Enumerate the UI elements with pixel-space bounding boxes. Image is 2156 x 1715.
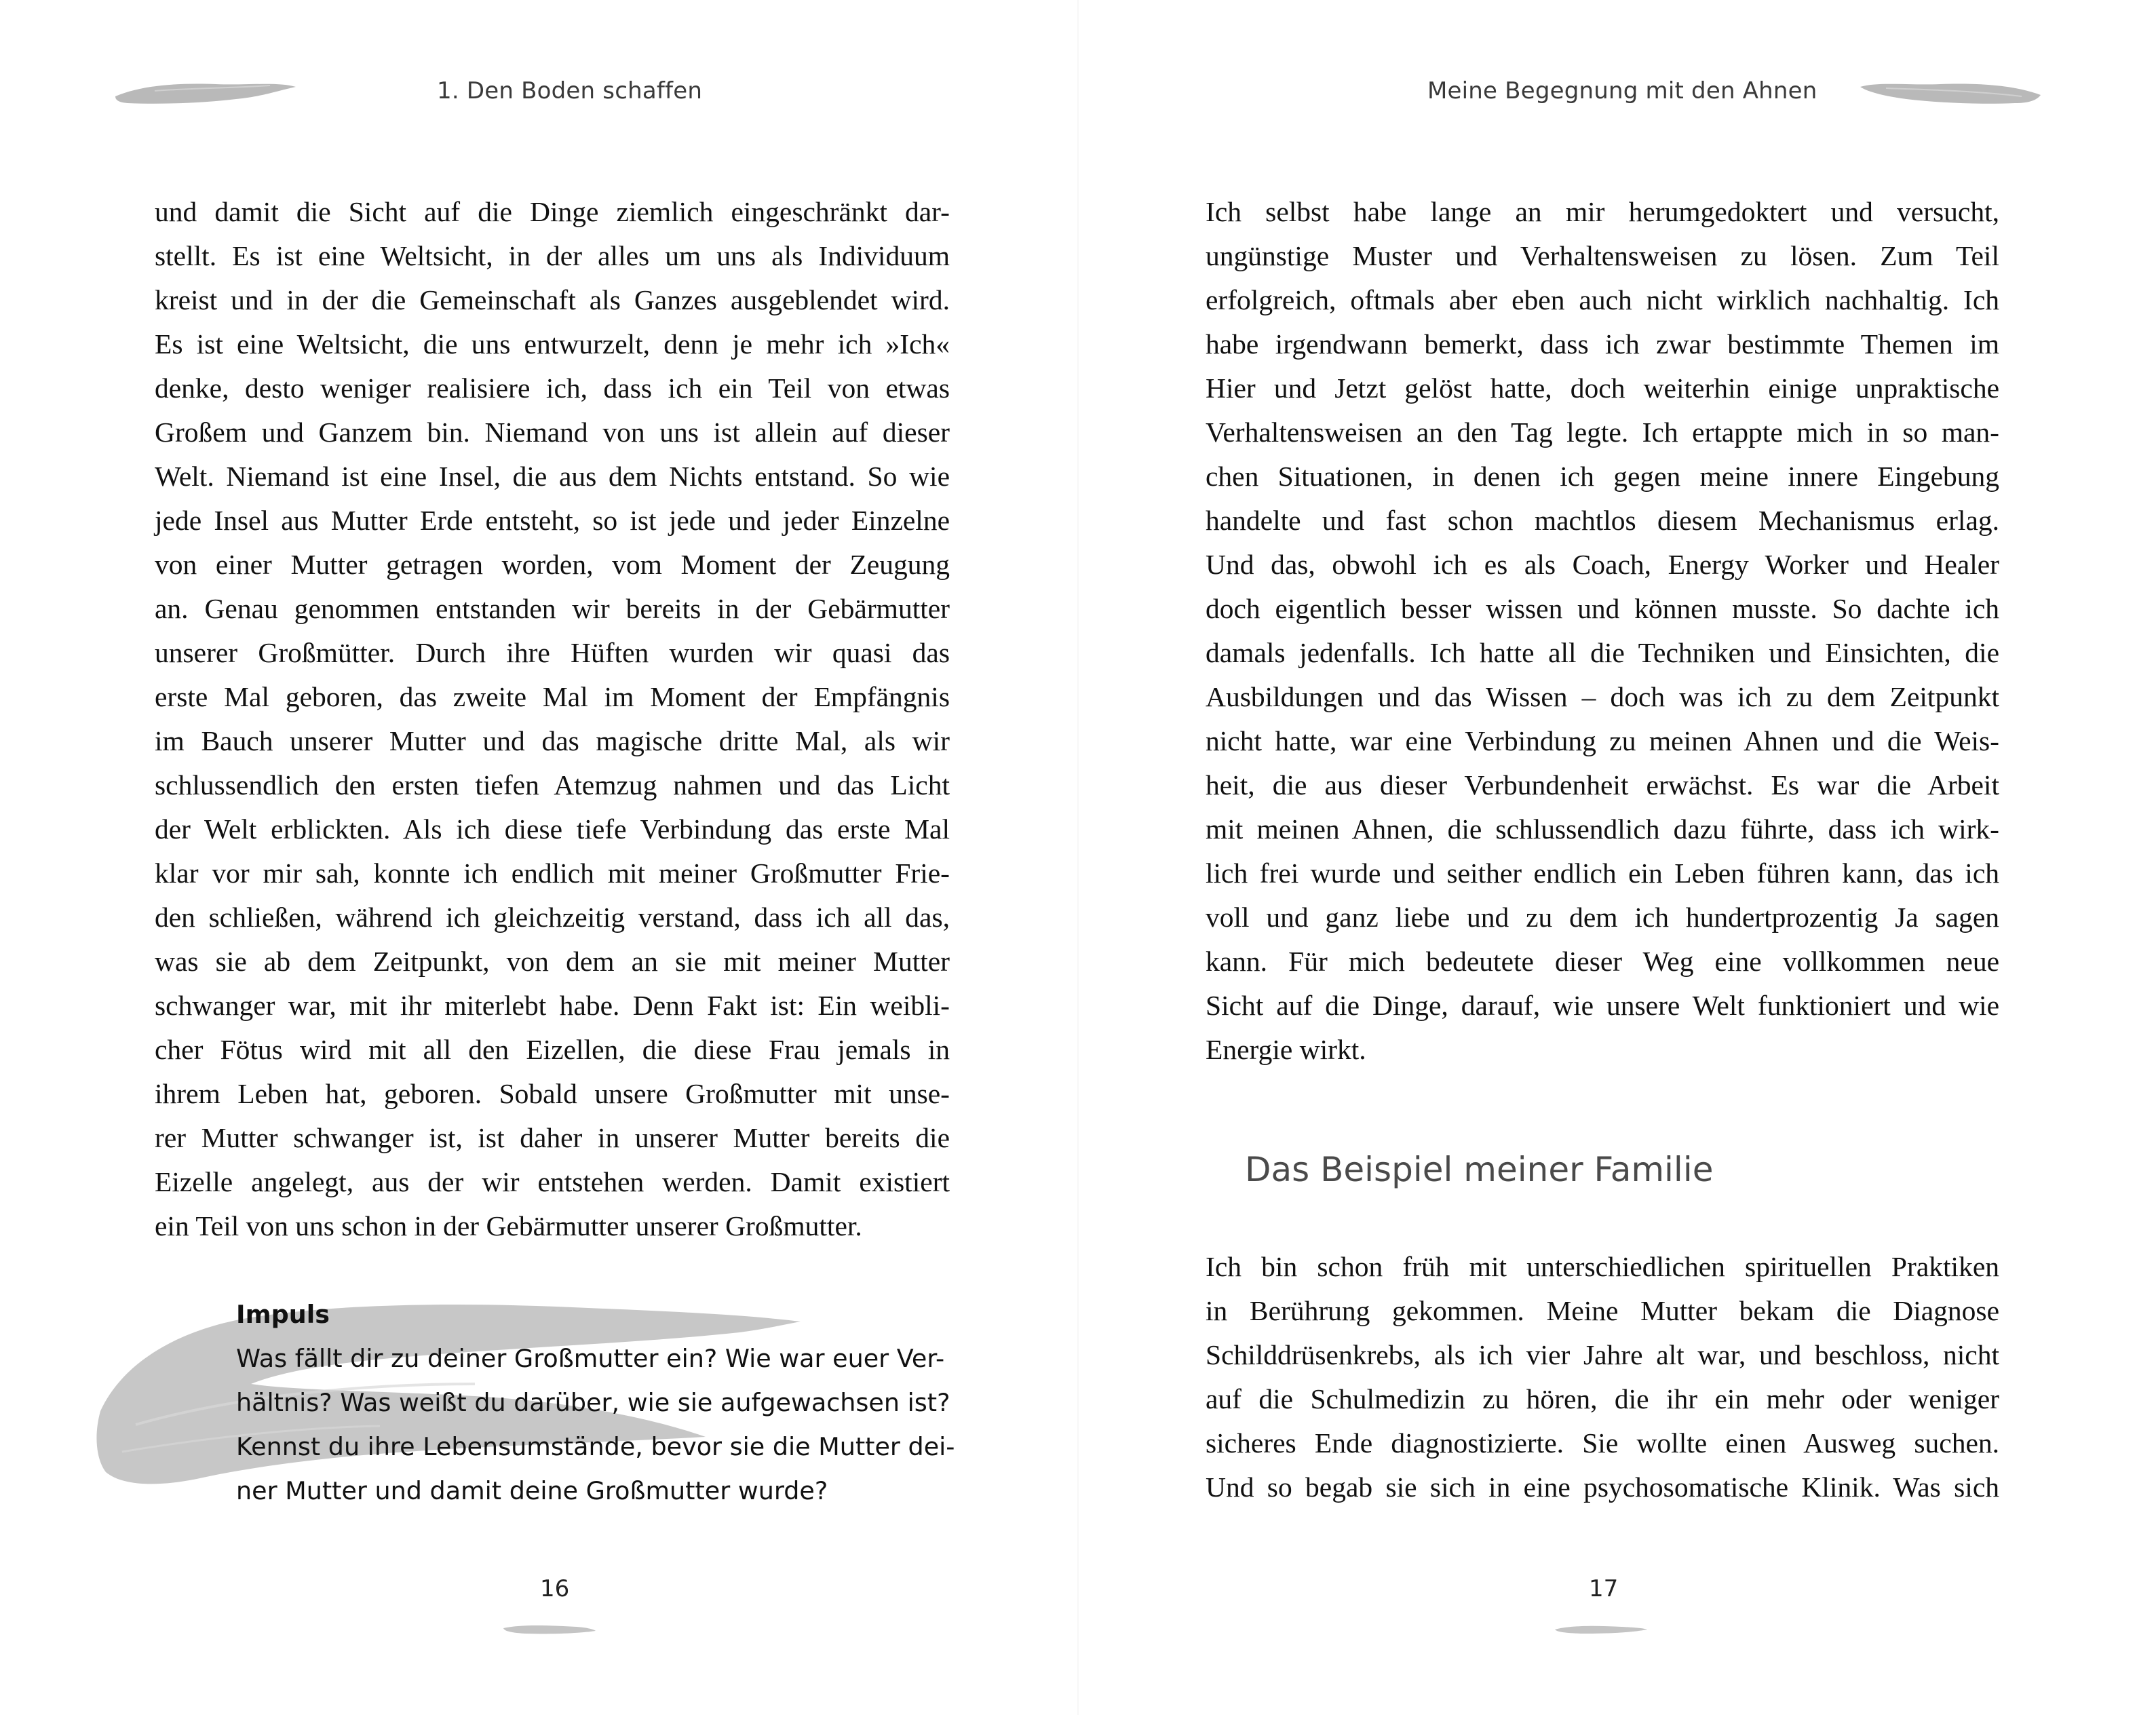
impulse-line: Kennst du ihre Lebensumstände, bevor sie die Mutter dei- — [236, 1432, 955, 1461]
running-head-right: Meine Begegnung mit den Ahnen — [1427, 77, 1817, 104]
text-line: erste Mal geboren, das zweite Mal im Moment der Empfängnis — [155, 681, 950, 712]
impulse-line: Was fällt dir zu deiner Großmutter ein? Wie war euer Ver- — [236, 1344, 945, 1373]
text-line: Schilddrüsenkrebs, als ich vier Jahre alt war, und beschloss, nicht — [1206, 1339, 1999, 1370]
text-line: denke, desto weniger realisiere ich, dass ich ein Teil von etwas — [155, 372, 950, 404]
text-line: Und das, obwohl ich es als Coach, Energy Worker und Healer — [1206, 549, 1999, 580]
text-line: handelte und fast schon machtlos diesem Mechanismus erlag. — [1206, 505, 1999, 536]
page-number-right: 17 — [1589, 1575, 1619, 1602]
text-line: voll und ganz liebe und zu dem ich hundertprozentig Ja sagen — [1206, 902, 1999, 933]
text-line: schwanger war, mit ihr miterlebt habe. Denn Fakt ist: Ein weibli- — [155, 990, 950, 1021]
text-line: rer Mutter schwanger ist, ist daher in unserer Mutter bereits die — [155, 1122, 950, 1153]
page-number-left: 16 — [540, 1575, 570, 1602]
text-line: Verhaltensweisen an den Tag legte. Ich ertappte mich in so man- — [1206, 417, 1999, 448]
footer-brush-ornament-right — [1554, 1621, 1649, 1636]
text-line: erfolgreich, oftmals aber eben auch nicht wirklich nachhaltig. Ich — [1206, 284, 1999, 315]
impulse-line: ner Mutter und damit deine Großmutter wurde? — [236, 1476, 828, 1505]
impulse-box — [236, 1292, 955, 1513]
text-line: unserer Großmütter. Durch ihre Hüften wurden wir quasi das — [155, 637, 950, 668]
text-line: sicheres Ende diagnostizierte. Sie wollte einen Ausweg suchen. — [1206, 1427, 1999, 1459]
text-line: jede Insel aus Mutter Erde entsteht, so ist jede und jeder Einzelne — [155, 505, 950, 536]
text-line: klar vor mir sah, konnte ich endlich mit meiner Großmutter Frie- — [155, 858, 950, 889]
text-line: heit, die aus dieser Verbundenheit erwächst. Es war die Arbeit — [1206, 769, 1999, 801]
text-line: im Bauch unserer Mutter und das magische dritte Mal, als wir — [155, 725, 950, 756]
text-line: nicht hatte, war eine Verbindung zu meinen Ahnen und die Weis- — [1206, 725, 1999, 756]
header-brush-ornament-left — [114, 76, 297, 109]
text-line: an. Genau genommen entstanden wir bereits in der Gebärmutter — [155, 593, 950, 624]
text-line: Eizelle angelegt, aus der wir entstehen werden. Damit existiert — [155, 1166, 950, 1197]
text-line: ihrem Leben hat, geboren. Sobald unsere Großmutter mit unse- — [155, 1078, 950, 1109]
text-line: cher Fötus wird mit all den Eizellen, die diese Frau jemals in — [155, 1034, 950, 1065]
text-line: Ich selbst habe lange an mir herumgedoktert und versucht, — [1206, 196, 1999, 227]
text-line: schlussendlich den ersten tiefen Atemzug nahmen und das Licht — [155, 769, 950, 801]
text-line: Welt. Niemand ist eine Insel, die aus dem Nichts entstand. So wie — [155, 461, 950, 492]
gutter — [1077, 0, 1079, 1715]
left-body-text — [155, 190, 950, 1248]
text-line: Großem und Ganzem bin. Niemand von uns ist allein auf dieser — [155, 417, 950, 448]
text-line: stellt. Es ist eine Weltsicht, in der alles um uns als Individuum — [155, 240, 950, 271]
text-line: Sicht auf die Dinge, darauf, wie unsere Welt funktioniert und wie — [1206, 990, 1999, 1021]
text-line: den schließen, während ich gleichzeitig verstand, dass ich all das, — [155, 902, 950, 933]
text-line: der Welt erblickten. Als ich diese tiefe Verbindung das erste Mal — [155, 813, 950, 845]
text-line: habe irgendwann bemerkt, dass ich zwar bestimmte Themen im — [1206, 328, 1999, 360]
text-line: von einer Mutter getragen worden, vom Moment der Zeugung — [155, 549, 950, 580]
text-line: Es ist eine Weltsicht, die uns entwurzelt, denn je mehr ich »Ich« — [155, 328, 950, 360]
text-line: auf die Schulmedizin zu hören, die ihr ein mehr oder weniger — [1206, 1383, 1999, 1414]
impulse-line: hältnis? Was weißt du darüber, wie sie aufgewachsen ist? — [236, 1388, 950, 1417]
text-line: Energie wirkt. — [1206, 1034, 1366, 1065]
text-line: Ich bin schon früh mit unterschiedlichen spirituellen Praktiken — [1206, 1251, 1999, 1282]
text-line: lich frei wurde und seither endlich ein Leben führen kann, das ich — [1206, 858, 1999, 889]
section-heading: Das Beispiel meiner Familie — [1245, 1150, 1714, 1189]
right-body-text-2 — [1206, 1245, 1999, 1509]
text-line: in Berührung gekommen. Meine Mutter bekam die Diagnose — [1206, 1295, 1999, 1326]
text-line: und damit die Sicht auf die Dinge ziemlich eingeschränkt dar- — [155, 196, 950, 227]
right-body-text-1 — [1206, 190, 1999, 1072]
running-head-left: 1. Den Boden schaffen — [437, 77, 703, 104]
text-line: ein Teil von uns schon in der Gebärmutter unserer Großmutter. — [155, 1210, 862, 1241]
text-line: kann. Für mich bedeutete dieser Weg eine vollkommen neue — [1206, 946, 1999, 977]
text-line: mit meinen Ahnen, die schlussendlich dazu führte, dass ich wirk- — [1206, 813, 1999, 845]
text-line: Hier und Jetzt gelöst hatte, doch weiterhin einige unpraktische — [1206, 372, 1999, 404]
footer-brush-ornament-left — [502, 1621, 597, 1636]
text-line: ungünstige Muster und Verhaltensweisen zu lösen. Zum Teil — [1206, 240, 1999, 271]
impulse-title: Impuls — [236, 1300, 330, 1329]
text-line: doch eigentlich besser wissen und können musste. So dachte ich — [1206, 593, 1999, 624]
text-line: kreist und in der die Gemeinschaft als Ganzes ausgeblendet wird. — [155, 284, 950, 315]
text-line: Ausbildungen und das Wissen – doch was ich zu dem Zeitpunkt — [1206, 681, 1999, 712]
text-line: damals jedenfalls. Ich hatte all die Techniken und Einsichten, die — [1206, 637, 1999, 668]
text-line: Und so begab sie sich in eine psychosomatische Klinik. Was sich — [1206, 1471, 1999, 1503]
text-line: was sie ab dem Zeitpunkt, von dem an sie mit meiner Mutter — [155, 946, 950, 977]
header-brush-ornament-right — [1859, 76, 2042, 109]
text-line: chen Situationen, in denen ich gegen meine innere Eingebung — [1206, 461, 1999, 492]
